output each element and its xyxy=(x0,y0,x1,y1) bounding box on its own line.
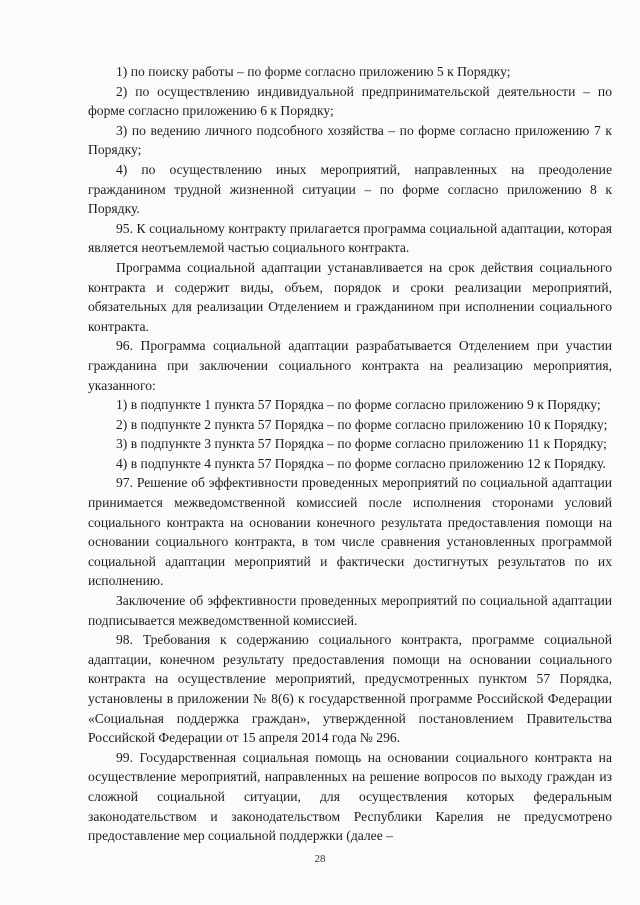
page-number: 28 xyxy=(314,853,326,865)
document-body xyxy=(88,62,612,846)
paragraph-item-4: 4) по осуществлению иных мероприятий, направленных на преодоление гражданином трудной жизненной ситуации – по форме согласно приложению 8 к Порядку. xyxy=(88,161,612,217)
paragraph-conclusion: Заключение об эффективности проведенных мероприятий по социальной адаптации подписывается межведомственной комиссией. xyxy=(88,593,612,628)
paragraph-95: 95. К социальному контракту прилагается программа социальной адаптации, которая является неотъемлемой частью социального контракта. xyxy=(88,220,612,256)
paragraph-97: 97. Решение об эффективности проведенных мероприятий по социальной адаптации принимается межведомственной комиссией после исполнения сторонами условий социального контракта на основании конечного результата предоставления помощи на основании социального контракта, в том числе сравнения установленных программой социальной адаптации мероприятий и фактически достигнутых результатов по их исполнению. xyxy=(88,475,612,589)
paragraph-subitem-3: 3) в подпункте 3 пункта 57 Порядка – по форме согласно приложению 11 к Порядку; xyxy=(116,436,607,452)
paragraph-subitem-4: 4) в подпункте 4 пункта 57 Порядка – по форме согласно приложению 12 к Порядку. xyxy=(116,455,606,471)
paragraph-99: 99. Государственная социальная помощь на основании социального контракта на осуществление мероприятий, направленных на решение вопросов по выходу граждан из сложной социальной ситуации, для осуществления которых федеральным законодательством и законодательством Республики Карелия не предусмотрено предоставление мер социальной поддержки (далее – xyxy=(88,749,612,844)
paragraph-item-2: 2) по осуществлению индивидуальной предпринимательской деятельности – по форме согласно приложению 6 к Порядку; xyxy=(88,83,612,119)
paragraph-subitem-2: 2) в подпункте 2 пункта 57 Порядка – по форме согласно приложению 10 к Порядку; xyxy=(116,416,608,432)
paragraph-subitem-1: 1) в подпункте 1 пункта 57 Порядка – по форме согласно приложению 9 к Порядку; xyxy=(116,397,601,413)
paragraph-item-1: 1) по поиску работы – по форме согласно приложению 5 к Порядку; xyxy=(116,64,511,79)
paragraph-program-term: Программа социальной адаптации устанавливается на срок действия социального контракта и содержит виды, объем, порядок и сроки реализации мероприятий, обязательных для реализации Отделением и гражданином при исполнении социального контракта. xyxy=(88,259,612,334)
paragraph-item-3: 3) по ведению личного подсобного хозяйства – по форме согласно приложению 7 к Порядку; xyxy=(88,122,612,158)
paragraph-98: 98. Требования к содержанию социального контракта, программе социальной адаптации, конечном результату предоставления помощи на основании социального контракта на осуществление мероприятий, предусмотренных пунктом 57 Порядка, установлены в приложении № 8(6) к государственной программе Российской Федерации «Социальная поддержка граждан», утвержденной постановлением Правительства Российской Федерации от 15 апреля 2014 года № 296. xyxy=(88,632,612,746)
paragraph-96: 96. Программа социальной адаптации разрабатывается Отделением при участии гражданина при заключении социального контракта на реализацию мероприятия, указанного: xyxy=(88,338,612,393)
